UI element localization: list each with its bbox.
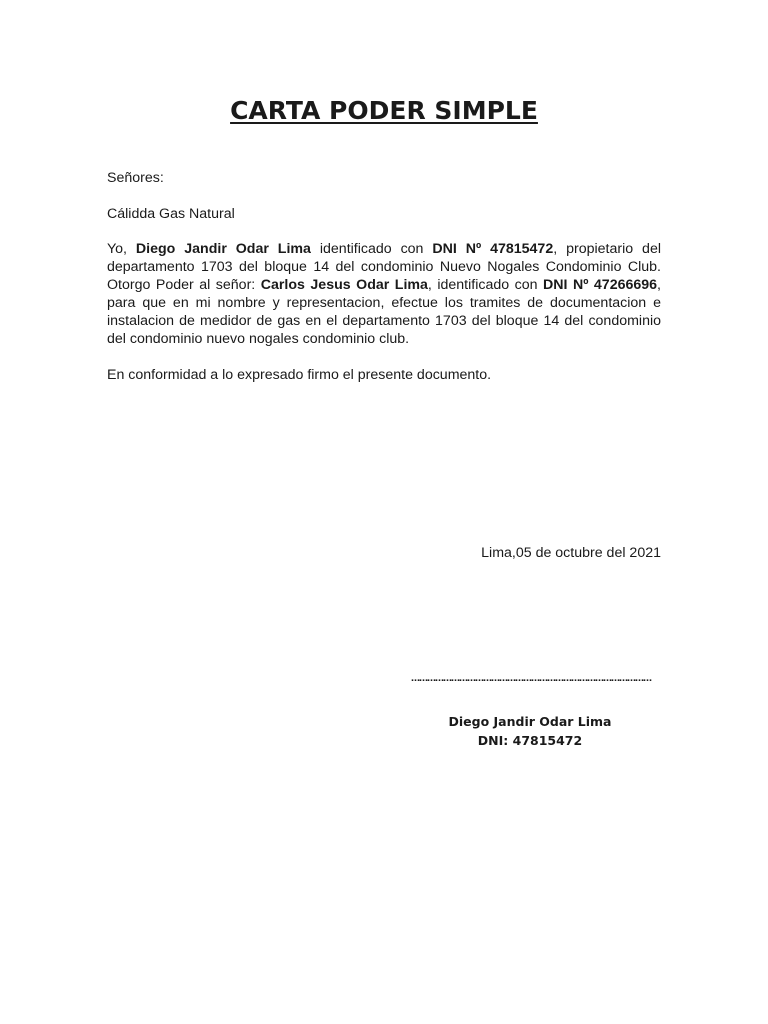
- signature-line: ………………………………………………………………………………: [411, 674, 651, 684]
- grantee-name: Carlos Jesus Odar Lima: [260, 277, 428, 293]
- document-title: CARTA PODER SIMPLE: [230, 96, 538, 125]
- grantor-name: Diego Jandir Odar Lima: [135, 241, 311, 257]
- salutation: Señores:: [107, 170, 164, 186]
- grantor-dni: DNI Nº 47815472: [432, 241, 554, 257]
- paragraph-text: , propietario del departamento 1703 del bloque 14 del condominio Nuevo Nogales Condominio Club. Otorgo Poder al señor:: [107, 241, 661, 293]
- signer-dni: DNI: 47815472: [477, 733, 583, 748]
- paragraph-text: , para que en mi nombre y representacion, efectue los tramites de documentacion e instalacion de medidor de gas en el departamento 1703 del bloque 14 del condominio del condominio nuevo nogales condominio club.: [107, 277, 661, 347]
- power-of-attorney-paragraph: [107, 240, 661, 348]
- paragraph-text: , identificado con: [427, 277, 544, 293]
- closing-statement: En conformidad a lo expresado firmo el presente documento.: [107, 367, 492, 383]
- place-and-date: Lima,05 de octubre del 2021: [481, 545, 661, 561]
- signer-name: Diego Jandir Odar Lima: [448, 714, 612, 729]
- addressee: Cálidda Gas Natural: [107, 206, 235, 222]
- paragraph-text: identificado con: [310, 241, 433, 257]
- paragraph-text: Yo,: [107, 241, 136, 257]
- signer-block: [385, 712, 675, 750]
- grantee-dni: DNI Nº 47266696: [543, 277, 658, 293]
